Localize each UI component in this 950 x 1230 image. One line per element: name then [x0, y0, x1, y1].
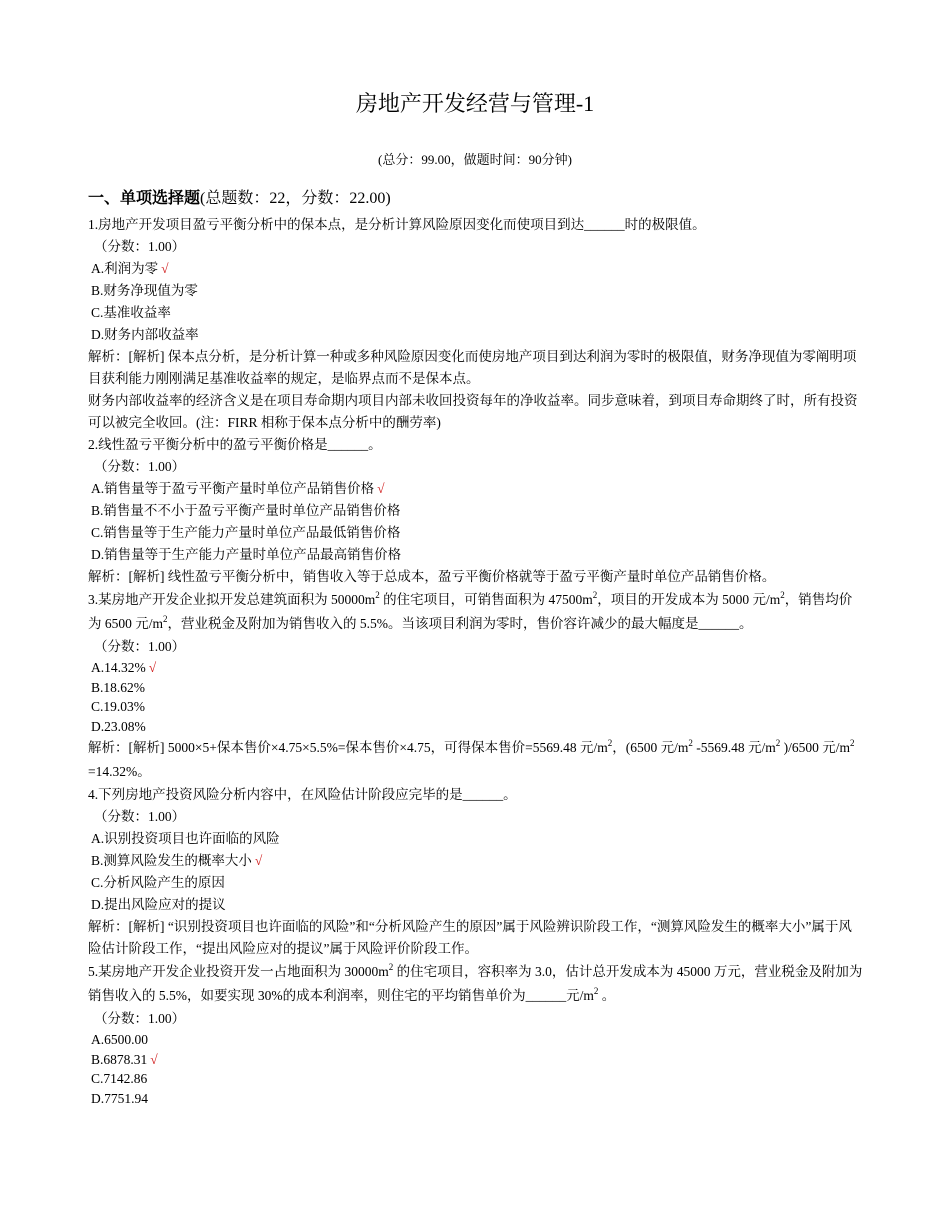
correct-mark: √ [148, 660, 157, 675]
option-b: B.18.62% [91, 679, 145, 695]
document-content [88, 186, 863, 1108]
question-score: （分数：1.00） [94, 1011, 186, 1026]
question-explanation: 解析：[解析] 线性盈亏平衡分析中，销售收入等于总成本，盈亏平衡价格就等于盈亏平衡产量时单位产品销售价格。 [88, 569, 776, 584]
option-c: C.7142.86 [91, 1071, 148, 1086]
question-3 [88, 588, 863, 784]
question-4 [88, 784, 863, 960]
question-text: 5.某房地产开发企业投资开发一占地面积为 $30000m^2$ 的住宅项目，容积率为 3.0，估计总开发成本为 45000 万元，营业税金及附加为销售收入的 5.5%，如要实现 30%的成本利润率，则住宅的平均销售单价为______元$/m^2$ 。 [88, 962, 863, 1003]
question-explanation: 解析：[解析] 保本点分析，是分析计算一种或多种风险原因变化而使房地产项目到达利润为零时的极限值，财务净现值为零阐明项目获利能力刚刚满足基准收益率的规定，是临界点而不是保本点。 [88, 349, 857, 386]
section-heading-title: 一、单项选择题 [88, 190, 201, 207]
option-d: D.7751.94 [91, 1090, 148, 1106]
section-heading-summary: (总题数：22，分数：22.00) [200, 190, 391, 207]
option-b: B.6878.31 √ [91, 1051, 158, 1067]
question-5 [88, 960, 863, 1108]
document-meta: (总分：99.00，做题时间：90分钟) [378, 152, 572, 167]
option-d: D.23.08% [91, 718, 146, 734]
question-score: （分数：1.00） [94, 809, 186, 824]
option-c: C.基准收益率 [91, 305, 171, 320]
option-b: B.测算风险发生的概率大小 √ [91, 853, 263, 868]
option-a: A.6500.00 [91, 1032, 148, 1047]
option-d: D.销售量等于生产能力产量时单位产品最高销售价格 [91, 547, 402, 562]
correct-mark: √ [161, 261, 169, 276]
option-c: C.分析风险产生的原因 [91, 875, 225, 890]
option-a: A.识别投资项目也许面临的风险 [91, 831, 280, 846]
question-score: （分数：1.00） [94, 639, 186, 654]
question-text: 4.下列房地产投资风险分析内容中，在风险估计阶段应完毕的是______。 [88, 787, 517, 802]
question-score: （分数：1.00） [94, 459, 186, 474]
question-text: 2.线性盈亏平衡分析中的盈亏平衡价格是______。 [88, 437, 382, 452]
option-a: A.利润为零 √ [91, 261, 169, 276]
question-2 [88, 434, 863, 588]
question-1 [88, 214, 863, 434]
option-d: D.财务内部收益率 [91, 327, 199, 342]
correct-mark: √ [254, 853, 263, 868]
option-b: B.销售量不不小于盈亏平衡产量时单位产品销售价格 [91, 503, 401, 518]
question-explanation-continued: 财务内部收益率的经济含义是在项目寿命期内项目内部未收回投资每年的净收益率。同步意味着，到项目寿命期终了时，所有投资可以被完全收回。(注：FIRR 相称于保本点分析中的酬劳率) [88, 393, 858, 430]
document-title: 房地产开发经营与管理-1 [355, 91, 595, 116]
question-explanation: 解析：[解析] “识别投资项目也许面临的风险”和“分析风险产生的原因”属于风险辨识阶段工作，“测算风险发生的概率大小”属于风险估计阶段工作，“提出风险应对的提议”属于风险评价阶段工作。 [88, 919, 852, 956]
option-b: B.财务净现值为零 [91, 283, 198, 298]
section-heading [88, 186, 863, 212]
question-explanation: 解析：[解析] 5000×5+保本售价×4.75×5.5%=保本售价×4.75，可得保本售价=5569.48 元$/m^2$，(6500 元$/m^2$ -5569.48 元$/m^2$ )/6500 元$/m^2 =14.32\%$。 [88, 738, 855, 779]
option-a: A.14.32% √ [91, 660, 157, 675]
option-a: A.销售量等于盈亏平衡产量时单位产品销售价格 √ [91, 481, 385, 496]
option-d: D.提出风险应对的提议 [91, 897, 226, 912]
option-c: C.19.03% [91, 699, 145, 714]
correct-mark: √ [377, 481, 385, 496]
question-text: 1.房地产开发项目盈亏平衡分析中的保本点，是分析计算风险原因变化而使项目到达______时的极限值。 [88, 217, 706, 232]
option-c: C.销售量等于生产能力产量时单位产品最低销售价格 [91, 525, 401, 540]
correct-mark: √ [150, 1051, 158, 1067]
question-text: 3.某房地产开发企业拟开发总建筑面积为 $50000m^2$ 的住宅项目，可销售面积为 $47500m^2$，项目的开发成本为 5000 元$/m^2$，销售均价为 6500 元$/m^2$，营业税金及附加为销售收入的 5.5%。当该项目利润为零时，售价容许减少的最大幅度是______。 [88, 590, 853, 631]
question-score: （分数：1.00） [94, 239, 186, 254]
